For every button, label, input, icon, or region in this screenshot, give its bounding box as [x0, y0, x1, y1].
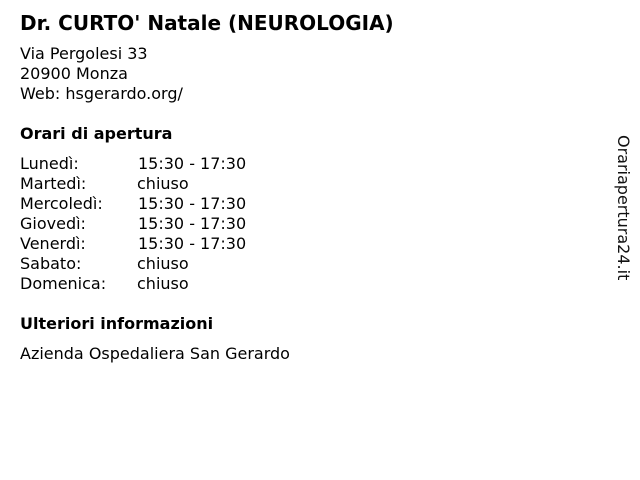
time-value: 15:30 - 17:30 [138, 194, 247, 213]
day-label: Lunedì: [20, 154, 79, 173]
hours-row-friday [20, 234, 320, 254]
day-label: Venerdì: [20, 234, 86, 253]
day-label: Domenica: [20, 274, 107, 293]
time-value: chiuso [137, 254, 189, 273]
opening-hours-table [20, 154, 320, 294]
time-value: 15:30 - 17:30 [138, 154, 247, 173]
address-block [20, 44, 183, 104]
day-label: Mercoledì: [20, 194, 103, 213]
additional-info-heading: Ulteriori informazioni [20, 314, 214, 333]
hours-row-tuesday [20, 174, 320, 194]
website-link[interactable]: Web: hsgerardo.org/ [20, 84, 183, 103]
hours-row-saturday [20, 254, 320, 274]
time-value: chiuso [137, 274, 189, 293]
opening-hours-heading: Orari di apertura [20, 124, 173, 143]
day-label: Giovedì: [20, 214, 86, 233]
hours-row-monday [20, 154, 320, 174]
day-label: Sabato: [20, 254, 82, 273]
time-value: chiuso [137, 174, 189, 193]
hours-row-thursday [20, 214, 320, 234]
additional-info-text: Azienda Ospedaliera San Gerardo [20, 344, 290, 363]
page-title: Dr. CURTO' Natale (NEUROLOGIA) [20, 11, 394, 35]
hours-row-sunday [20, 274, 320, 294]
time-value: 15:30 - 17:30 [138, 214, 247, 233]
day-label: Martedì: [20, 174, 87, 193]
hours-row-wednesday [20, 194, 320, 214]
address-street: Via Pergolesi 33 [20, 44, 148, 63]
time-value: 15:30 - 17:30 [138, 234, 247, 253]
address-city: 20900 Monza [20, 64, 128, 83]
site-watermark: Orariapertura24.it [614, 135, 633, 281]
